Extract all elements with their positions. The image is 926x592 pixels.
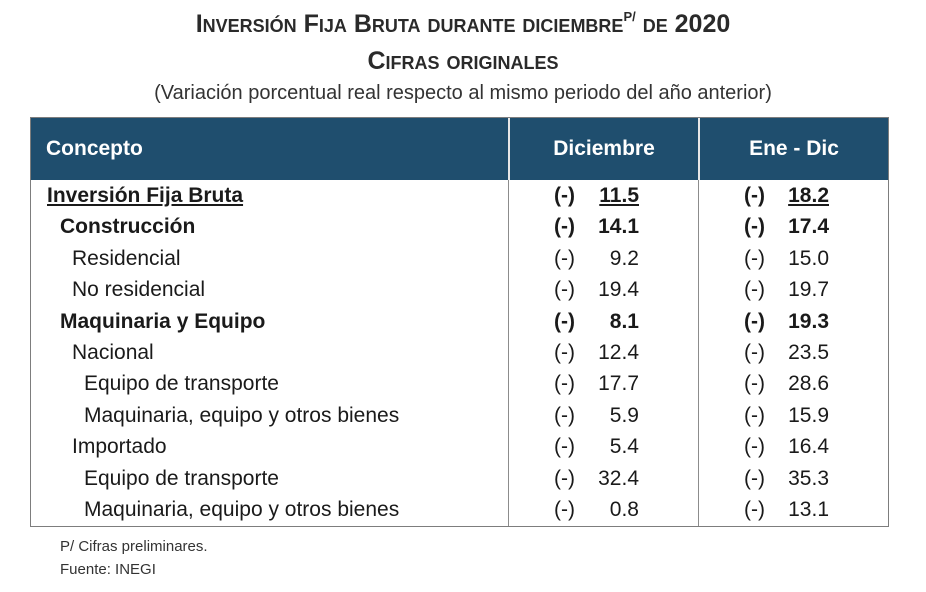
diciembre-value: 0.8 <box>609 497 639 521</box>
row-label: Maquinaria y Equipo <box>60 309 266 333</box>
table-row <box>31 463 888 494</box>
ene-dic-value-cell <box>769 372 829 396</box>
diciembre-value: 11.5 <box>599 184 639 207</box>
chart-title-line2: Cifras originales <box>367 47 559 75</box>
ene-dic-sign: (-) <box>744 372 765 396</box>
table-row <box>31 431 888 462</box>
table-row <box>31 180 888 211</box>
diciembre-sign: (-) <box>554 435 575 459</box>
diciembre-value-cell <box>579 372 639 396</box>
diciembre-sign: (-) <box>554 466 575 490</box>
data-table <box>30 117 889 527</box>
ene-dic-value-cell <box>769 404 829 428</box>
row-label: Equipo de transporte <box>84 372 279 396</box>
ene-dic-value: 19.7 <box>788 278 829 302</box>
ene-dic-value: 35.3 <box>788 466 829 490</box>
ene-dic-sign: (-) <box>744 497 765 521</box>
title-text: Inversión Fija Bruta durante diciembre <box>195 10 624 38</box>
ene-dic-value: 19.3 <box>788 309 829 333</box>
footnote-preliminary: P/ Cifras preliminares. <box>60 538 208 555</box>
ene-dic-value-cell <box>769 247 829 271</box>
ene-dic-value-cell <box>769 341 829 365</box>
diciembre-value: 14.1 <box>598 215 639 239</box>
ene-dic-sign: (-) <box>744 340 765 364</box>
ene-dic-value: 16.4 <box>788 435 829 459</box>
header-ene-dic-label: Ene - Dic <box>749 137 839 160</box>
diciembre-value-cell <box>579 467 639 491</box>
row-label: Residencial <box>72 246 181 270</box>
ene-dic-sign: (-) <box>744 184 765 207</box>
diciembre-sign: (-) <box>554 309 575 333</box>
diciembre-value: 32.4 <box>598 466 639 490</box>
diciembre-sign: (-) <box>554 340 575 364</box>
ene-dic-value: 17.4 <box>788 215 829 239</box>
diciembre-value: 17.7 <box>598 372 639 396</box>
row-label: Inversión Fija Bruta <box>47 184 244 207</box>
chart-subtitle: (Variación porcentual real respecto al mismo periodo del año anterior) <box>154 82 772 104</box>
table-row <box>31 494 888 525</box>
diciembre-value: 5.4 <box>609 435 639 459</box>
row-label: Construcción <box>60 215 196 239</box>
ene-dic-value-cell <box>769 184 829 208</box>
row-label: Maquinaria, equipo y otros bienes <box>84 497 400 521</box>
diciembre-value-cell <box>579 215 639 239</box>
ene-dic-value: 28.6 <box>788 372 829 396</box>
ene-dic-value-cell <box>769 435 829 459</box>
ene-dic-sign: (-) <box>744 278 765 302</box>
table-row <box>31 368 888 399</box>
ene-dic-value-cell <box>769 467 829 491</box>
diciembre-value-cell <box>579 247 639 271</box>
diciembre-value: 9.2 <box>609 246 639 270</box>
ene-dic-sign: (-) <box>744 466 765 490</box>
table-row <box>31 211 888 242</box>
ene-dic-value: 18.2 <box>788 184 829 207</box>
diciembre-value-cell <box>579 184 639 208</box>
header-concept-label: Concepto <box>46 137 143 160</box>
diciembre-value-cell <box>579 341 639 365</box>
header-concept <box>31 118 510 180</box>
title-suffix: de 2020 <box>642 10 731 38</box>
ene-dic-value-cell <box>769 278 829 302</box>
table-row <box>31 400 888 431</box>
ene-dic-sign: (-) <box>744 435 765 459</box>
header-diciembre <box>510 118 700 180</box>
table-body <box>31 180 888 525</box>
table-row <box>31 337 888 368</box>
row-label: Equipo de transporte <box>84 466 279 490</box>
diciembre-sign: (-) <box>554 246 575 270</box>
row-label: Importado <box>72 435 167 459</box>
table-row <box>31 274 888 305</box>
row-label: Nacional <box>72 340 154 364</box>
diciembre-sign: (-) <box>554 184 575 207</box>
diciembre-value-cell <box>579 435 639 459</box>
diciembre-value-cell <box>579 310 639 334</box>
ene-dic-sign: (-) <box>744 309 765 333</box>
ene-dic-value-cell <box>769 310 829 334</box>
row-label: No residencial <box>72 278 206 302</box>
ene-dic-value: 15.9 <box>788 403 829 427</box>
ene-dic-value-cell <box>769 215 829 239</box>
header-diciembre-label: Diciembre <box>553 137 655 160</box>
title-superscript: P/ <box>623 8 636 24</box>
ene-dic-sign: (-) <box>744 246 765 270</box>
diciembre-value: 12.4 <box>598 340 639 364</box>
table-row <box>31 306 888 337</box>
ene-dic-sign: (-) <box>744 403 765 427</box>
diciembre-value: 19.4 <box>598 278 639 302</box>
diciembre-value-cell <box>579 404 639 428</box>
diciembre-sign: (-) <box>554 372 575 396</box>
ene-dic-value-cell <box>769 498 829 522</box>
ene-dic-value: 23.5 <box>788 340 829 364</box>
chart-title <box>0 10 926 39</box>
diciembre-value: 8.1 <box>609 309 639 333</box>
diciembre-value: 5.9 <box>609 403 639 427</box>
row-label: Maquinaria, equipo y otros bienes <box>84 403 400 427</box>
diciembre-sign: (-) <box>554 497 575 521</box>
diciembre-sign: (-) <box>554 278 575 302</box>
table-row <box>31 243 888 274</box>
diciembre-value-cell <box>579 498 639 522</box>
diciembre-sign: (-) <box>554 403 575 427</box>
ene-dic-value: 13.1 <box>788 497 829 521</box>
header-ene-dic <box>700 118 888 180</box>
ene-dic-value: 15.0 <box>788 246 829 270</box>
diciembre-value-cell <box>579 278 639 302</box>
ene-dic-sign: (-) <box>744 215 765 239</box>
diciembre-sign: (-) <box>554 215 575 239</box>
footnote-source: Fuente: INEGI <box>60 561 156 578</box>
